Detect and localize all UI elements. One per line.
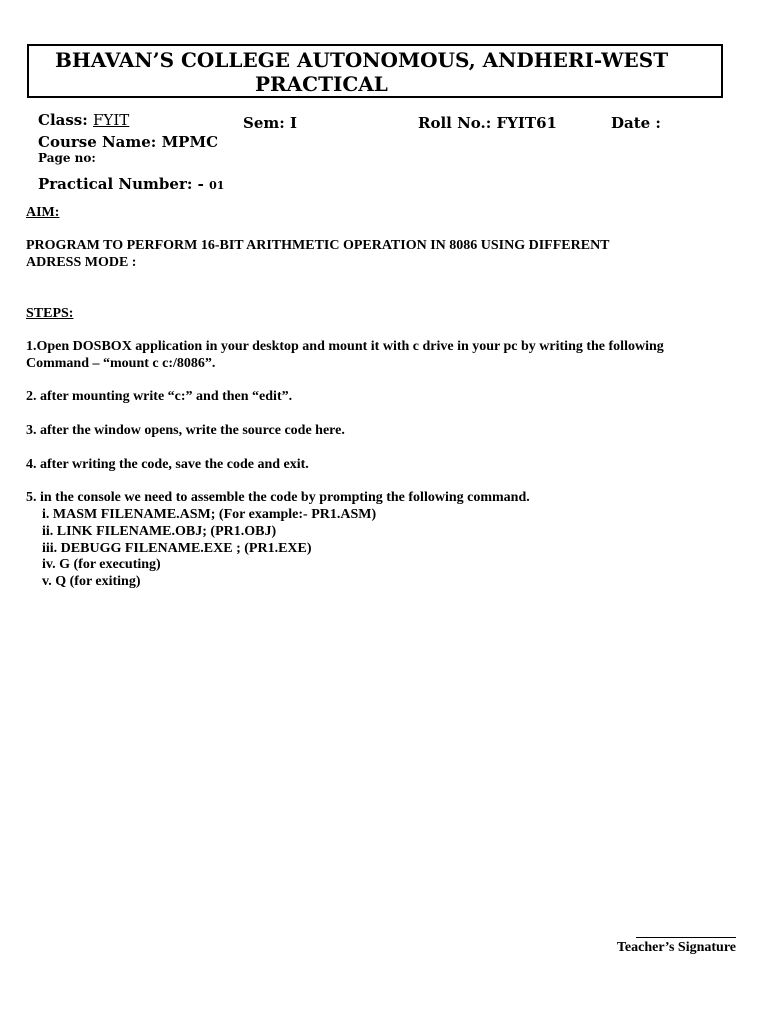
- signature-line: [636, 937, 736, 939]
- step-5: 5. in the console we need to assemble the code by prompting the following command.: [26, 490, 530, 505]
- class-label: Class:: [38, 111, 94, 129]
- date-field: [611, 114, 661, 132]
- practical-number-field: [38, 172, 278, 193]
- aim-heading: AIM:: [26, 205, 60, 220]
- sem-field: [243, 114, 297, 132]
- aim-line-2: ADRESS MODE :: [26, 255, 137, 270]
- class-value: FYIT: [93, 111, 130, 129]
- class-field: [38, 111, 129, 129]
- step-3: 3. after the window opens, write the source code here.: [26, 423, 345, 438]
- college-name: BHAVAN’S COLLEGE AUTONOMOUS, ANDHERI-WEST: [55, 48, 669, 72]
- page-no-label: Page no:: [38, 151, 96, 165]
- sub-step-5: v. Q (for exiting): [42, 574, 141, 589]
- roll-label: Roll No.:: [418, 114, 497, 132]
- sub-step-1: i. MASM FILENAME.ASM; (For example:- PR1.ASM): [42, 507, 377, 522]
- roll-field: [418, 114, 557, 132]
- sub-step-4: iv. G (for executing): [42, 557, 161, 572]
- sem-value: I: [290, 114, 298, 132]
- header-box: [27, 44, 723, 98]
- step-1-line-1: 1.Open DOSBOX application in your desktop and mount it with c drive in your pc by writing the following: [26, 339, 664, 354]
- sub-step-2: ii. LINK FILENAME.OBJ; (PR1.OBJ): [42, 524, 277, 539]
- roll-value: FYIT61: [496, 114, 557, 132]
- step-4: 4. after writing the code, save the code and exit.: [26, 457, 309, 472]
- step-1-line-2: Command – “mount c c:/8086”.: [26, 356, 216, 371]
- date-label: Date :: [611, 114, 661, 132]
- steps-heading: STEPS:: [26, 306, 74, 321]
- course-label: Course Name:: [38, 133, 162, 151]
- practical-title: PRACTICAL: [255, 72, 388, 96]
- aim-line-1: PROGRAM TO PERFORM 16-BIT ARITHMETIC OPERATION IN 8086 USING DIFFERENT: [26, 238, 610, 253]
- practical-number-label: Practical Number: -: [38, 175, 210, 193]
- course-field: [38, 133, 218, 151]
- course-value: MPMC: [161, 133, 219, 151]
- teacher-signature-label: Teacher’s Signature: [616, 940, 736, 955]
- sem-label: Sem:: [243, 114, 291, 132]
- step-2: 2. after mounting write “c:” and then “edit”.: [26, 389, 293, 404]
- practical-number-value: 01: [209, 179, 225, 192]
- sub-step-3: iii. DEBUGG FILENAME.EXE ; (PR1.EXE): [42, 541, 312, 556]
